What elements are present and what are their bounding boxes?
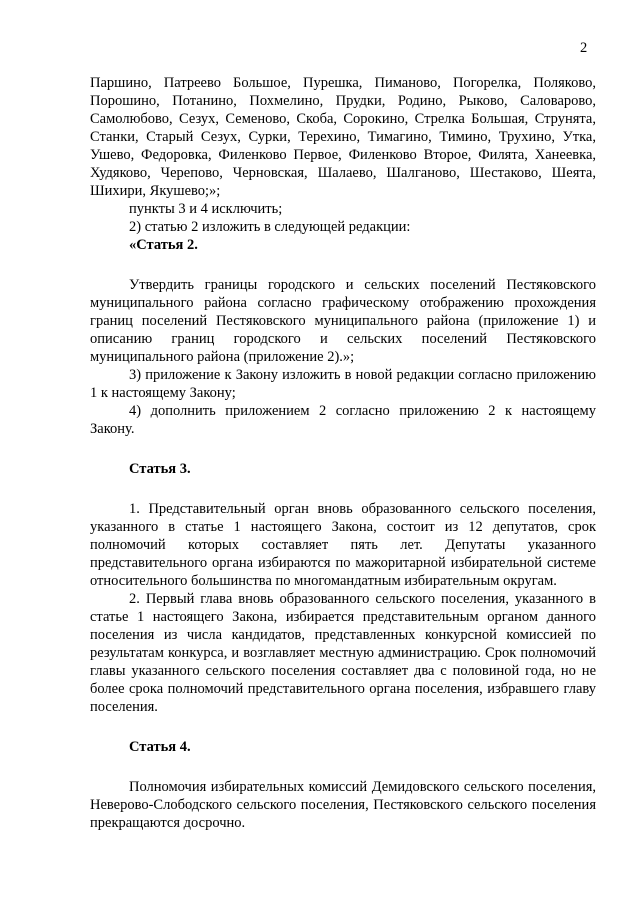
article-4-text: Полномочия избирательных комиссий Демидовского сельского поселения, Неверово-Слободского сельского поселения, Пестяковского сельского поселения прекращаются досрочно. <box>90 779 596 831</box>
document-body <box>90 0 596 832</box>
article-4-heading: Статья 4. <box>129 739 191 755</box>
exclude-items-paragraph: пункты 3 и 4 исключить; <box>129 201 283 217</box>
article-3-paragraph-1: 1. Представительный орган вновь образованного сельского поселения, указанного в статье 1 настоящего Закона, состоит из 12 депутатов, срок полномочий которых составляет пять лет. Депутаты указанного представительного органа избираются по мажоритарной избирательной системе относительного большинства по многомандатным избирательным округам. <box>90 501 596 589</box>
article-3-heading: Статья 3. <box>129 461 191 477</box>
article-2-heading: «Статья 2. <box>129 237 198 253</box>
item-4-paragraph: 4) дополнить приложением 2 согласно приложению 2 к настоящему Закону. <box>90 403 596 437</box>
item-3-paragraph: 3) приложение к Закону изложить в новой редакции согласно приложению 1 к настоящему Закону; <box>90 367 596 401</box>
page-number: 2 <box>580 40 588 56</box>
article-2-text: Утвердить границы городского и сельских поселений Пестяковского муниципального района согласно графическому отображению прохождения границ поселений Пестяковского муниципального района (приложение 1) и описанию границ городского и сельских поселений Пестяковского муниципального района (приложение 2).»; <box>90 277 596 365</box>
article-3-paragraph-2: 2. Первый глава вновь образованного сельского поселения, указанного в статье 1 настоящего Закона, избирается представительным органом данного поселения из числа кандидатов, представленных конкурсной комиссией по результатам конкурса, и возглавляет местную администрацию. Срок полномочий главы указанного сельского поселения составляет два с половиной года, но не более срока полномочий представительного органа поселения, избравшего главу поселения. <box>90 591 596 715</box>
item-2-paragraph: 2) статью 2 изложить в следующей редакции: <box>129 219 411 235</box>
villages-list-paragraph: Паршино, Патреево Большое, Пурешка, Пиманово, Погорелка, Поляково, Порошино, Потанино, Похмелино, Прудки, Родино, Рыково, Саловарово, Самолюбово, Сезух, Семеново, Скоба, Сорокино, Стрелка Большая, Струнята, Станки, Старый Сезух, Сурки, Терехино, Тимагино, Тимино, Трухино, Утка, Ушево, Федоровка, Филенково Первое, Филенково Второе, Филята, Ханеевка, Худяково, Черепово, Черновская, Шалаево, Шалганово, Шестаково, Шеята, Шихири, Якушево;»; <box>90 75 596 199</box>
